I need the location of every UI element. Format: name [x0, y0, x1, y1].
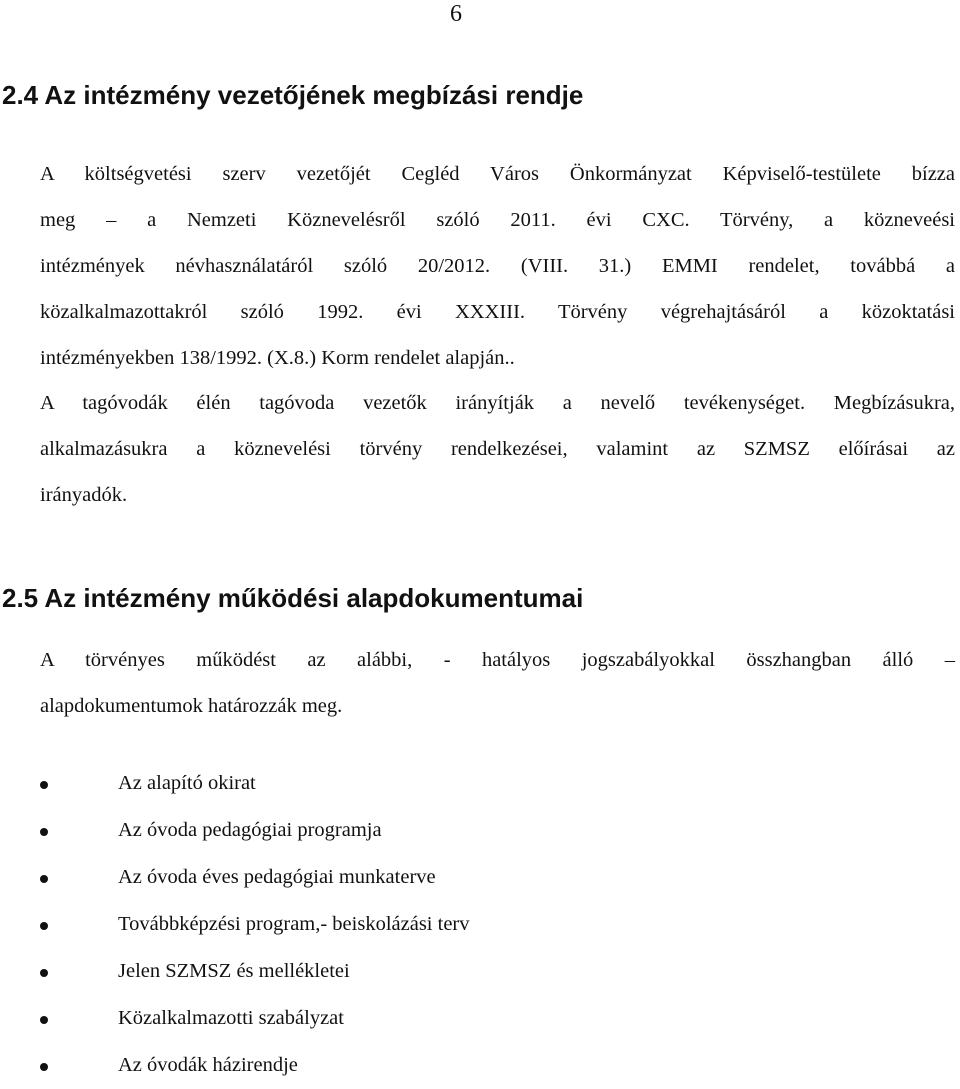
bullet-icon: [40, 828, 48, 836]
list-item-label: Az óvodák házirendje: [118, 1054, 298, 1076]
bullet-icon: [40, 1016, 48, 1024]
bullet-icon: [40, 922, 48, 930]
text-line: A költségvetési szerv vezetőjét Cegléd Város Önkormányzat Képviselő-testülete bízza: [40, 163, 955, 185]
paragraph-base-documents-intro: [40, 637, 955, 729]
text-line: intézmények névhasználatáról szóló 20/2012. (VIII. 31.) EMMI rendelet, továbbá a: [40, 255, 955, 277]
paragraph-member-kindergartens: [40, 380, 955, 518]
text-line: irányadók.: [40, 484, 128, 506]
bullet-icon: [40, 969, 48, 977]
list-item-label: Az óvoda pedagógiai programja: [118, 819, 382, 841]
bullet-icon: [40, 781, 48, 789]
page-number: 6: [450, 1, 462, 27]
list-item-label: Az alapító okirat: [118, 772, 256, 794]
bullet-icon: [40, 1063, 48, 1071]
text-line: A törvényes működést az alábbi, - hatályos jogszabályokkal összhangban álló –: [40, 649, 955, 671]
text-line: közalkalmazottakról szóló 1992. évi XXXIII. Törvény végrehajtásáról a közoktatási: [40, 301, 955, 323]
text-line: alapdokumentumok határozzák meg.: [40, 695, 343, 717]
section-heading-leadership-appointment: 2.4 Az intézmény vezetőjének megbízási rendje: [2, 80, 584, 110]
list-item-label: Az óvoda éves pedagógiai munkaterve: [118, 866, 436, 888]
section-heading-base-documents: 2.5 Az intézmény működési alapdokumentumai: [2, 583, 584, 613]
paragraph-appointment-authority: [40, 151, 955, 381]
list-item-label: Továbbképzési program,- beiskolázási terv: [118, 913, 470, 935]
text-line: A tagóvodák élén tagóvoda vezetők irányítják a nevelő tevékenységet. Megbízásukra,: [40, 392, 955, 414]
list-item-label: Jelen SZMSZ és mellékletei: [118, 960, 350, 982]
bullet-icon: [40, 875, 48, 883]
list-item-label: Közalkalmazotti szabályzat: [118, 1007, 344, 1029]
text-line: intézményekben 138/1992. (X.8.) Korm rendelet alapján..: [40, 347, 515, 369]
text-line: meg – a Nemzeti Köznevelésről szóló 2011. évi CXC. Törvény, a közneveési: [40, 209, 955, 231]
text-line: alkalmazásukra a köznevelési törvény rendelkezései, valamint az SZMSZ előírásai az: [40, 438, 955, 460]
